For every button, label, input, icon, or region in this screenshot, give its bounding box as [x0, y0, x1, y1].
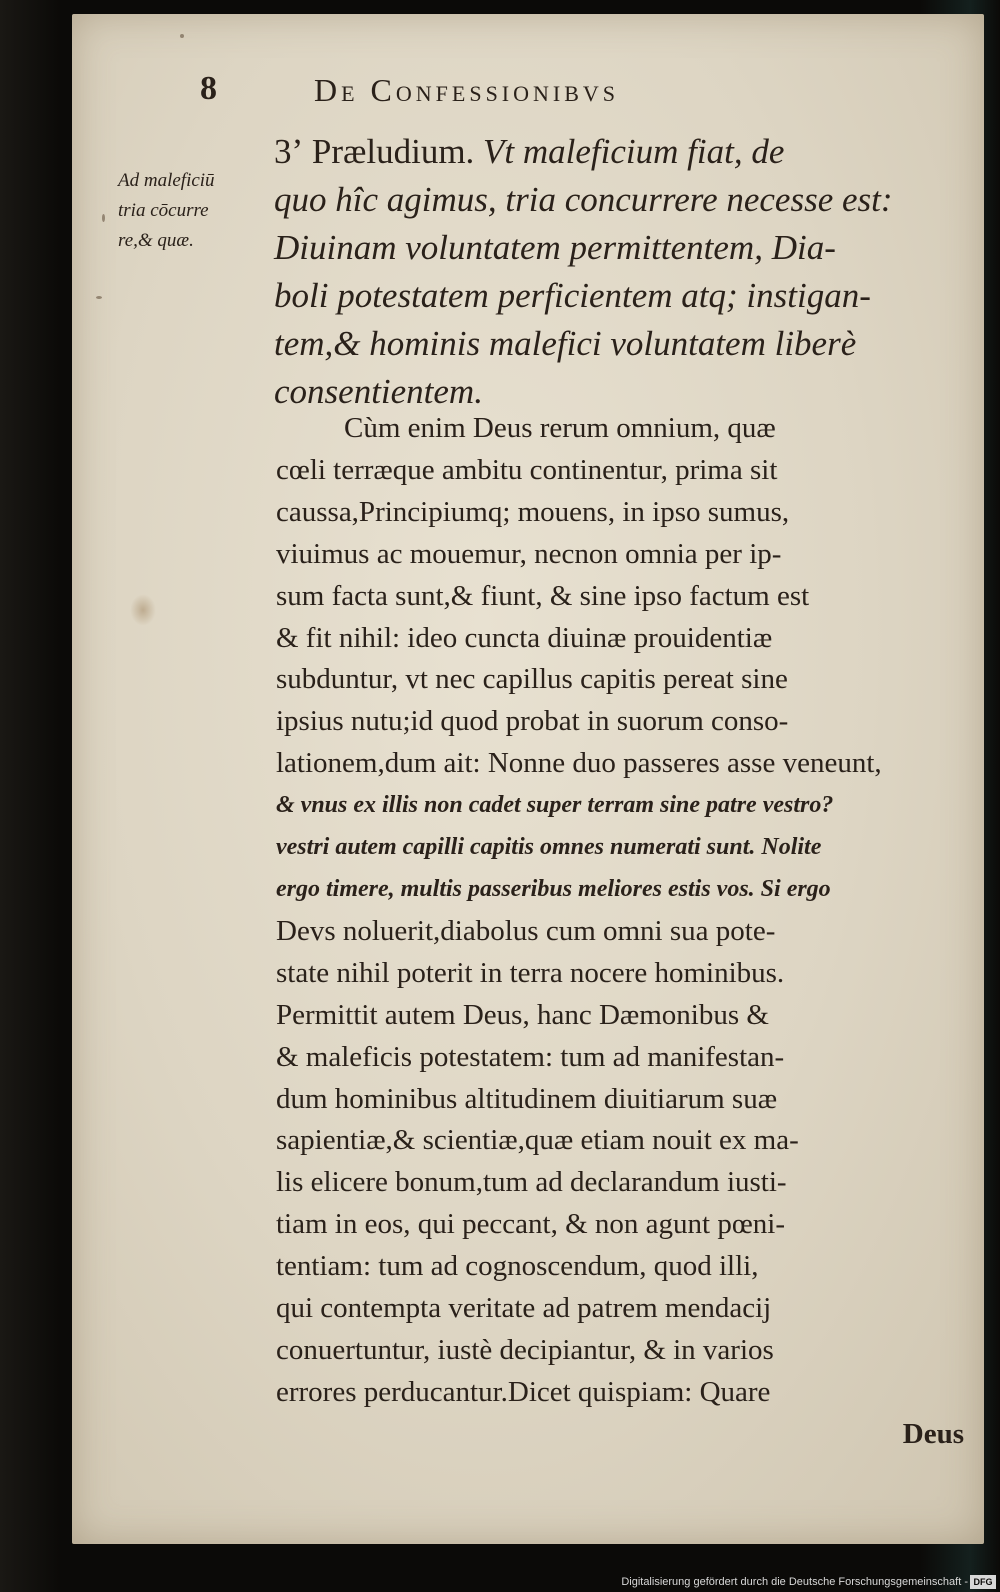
- body-line: errores perducantur.Dicet quispiam: Quare: [276, 1375, 771, 1408]
- body-line: conuertuntur, iustè decipiantur, & in varios: [276, 1333, 774, 1366]
- marginal-note-line: Ad maleficiū: [118, 170, 215, 191]
- prelude-line: Vt maleficium fiat, de: [483, 132, 785, 171]
- body-line: viuimus ac mouemur, necnon omnia per ip-: [276, 537, 782, 570]
- prelude-first-line: [274, 128, 974, 176]
- body-line: Permittit autem Deus, hanc Dæmonibus &: [276, 998, 769, 1031]
- prelude-line: boli potestatem perficientem atq; instigan-: [274, 276, 871, 315]
- body-line: tiam in eos, qui peccant, & non agunt pœni-: [276, 1208, 786, 1241]
- body-line: subduntur, vt nec capillus capitis pereat sine: [276, 663, 788, 696]
- body-line: lis elicere bonum,tum ad declarandum iusti-: [276, 1166, 787, 1199]
- body-line: sum facta sunt,& fiunt, & sine ipso factum est: [276, 579, 810, 612]
- page-header: [200, 70, 840, 120]
- body-line: dum hominibus altitudinem diuitiarum suæ: [276, 1082, 778, 1115]
- body-line-quotation: & vnus ex illis non cadet super terram sine patre vestro?: [276, 792, 834, 819]
- body-line-quotation: ergo timere, multis passeribus meliores estis vos. Si ergo: [276, 875, 831, 902]
- body-line: ipsius nutu;id quod probat in suorum conso-: [276, 705, 789, 738]
- marginal-note-line: tria cōcurre: [118, 200, 209, 221]
- body-paragraph: [276, 408, 976, 1456]
- body-line: & maleficis potestatem: tum ad manifestan-: [276, 1040, 785, 1073]
- marginal-note: [118, 166, 268, 256]
- body-line: sapientiæ,& scientiæ,quæ etiam nouit ex ma-: [276, 1124, 799, 1157]
- running-title: De Confessionibvs: [314, 72, 620, 108]
- prelude-line: Diuinam voluntatem permittentem, Dia-: [274, 228, 836, 267]
- paper-stain: [130, 594, 156, 626]
- prelude-line: quo hîc agimus, tria concurrere necesse est:: [274, 180, 893, 219]
- body-line: state nihil poterit in terra nocere hominibus.: [276, 956, 785, 989]
- paper-fleck: [102, 214, 105, 222]
- body-line-quotation: vestri autem capilli capitis omnes numerati sunt. Nolite: [276, 834, 822, 861]
- body-line: Cùm enim Deus rerum omnium, quæ: [344, 412, 776, 444]
- body-line: & fit nihil: ideo cuncta diuinæ prouidentiæ: [276, 621, 773, 654]
- body-line: cœli terræque ambitu continentur, prima sit: [276, 453, 778, 486]
- paper-fleck: [96, 296, 102, 299]
- digitization-credit: Digitalisierung gefördert durch die Deutsche Forschungsgemeinschaft -: [621, 1576, 968, 1588]
- prelude-label: 3ʼ Præludium.: [274, 132, 475, 171]
- prelude-paragraph: [274, 128, 974, 416]
- paper-fleck: [180, 34, 184, 38]
- body-line: tentiam: tum ad cognoscendum, quod illi,: [276, 1250, 759, 1283]
- body-line: caussa,Principiumq; mouens, in ipso sumus,: [276, 495, 790, 528]
- marginal-note-line: re,& quæ.: [118, 230, 194, 251]
- prelude-line: consentientem.: [274, 372, 483, 411]
- page-number: 8: [200, 70, 217, 107]
- body-line: Devs noluerit,diabolus cum omni sua pote-: [276, 914, 776, 947]
- catchword: Deus: [902, 1417, 964, 1450]
- body-line: lationem,dum ait: Nonne duo passeres asse veneunt,: [276, 747, 882, 780]
- body-line: qui contempta veritate ad patrem mendacij: [276, 1292, 772, 1325]
- prelude-line: tem,& hominis malefici voluntatem liberè: [274, 324, 857, 363]
- dfg-logo: DFG: [970, 1575, 996, 1589]
